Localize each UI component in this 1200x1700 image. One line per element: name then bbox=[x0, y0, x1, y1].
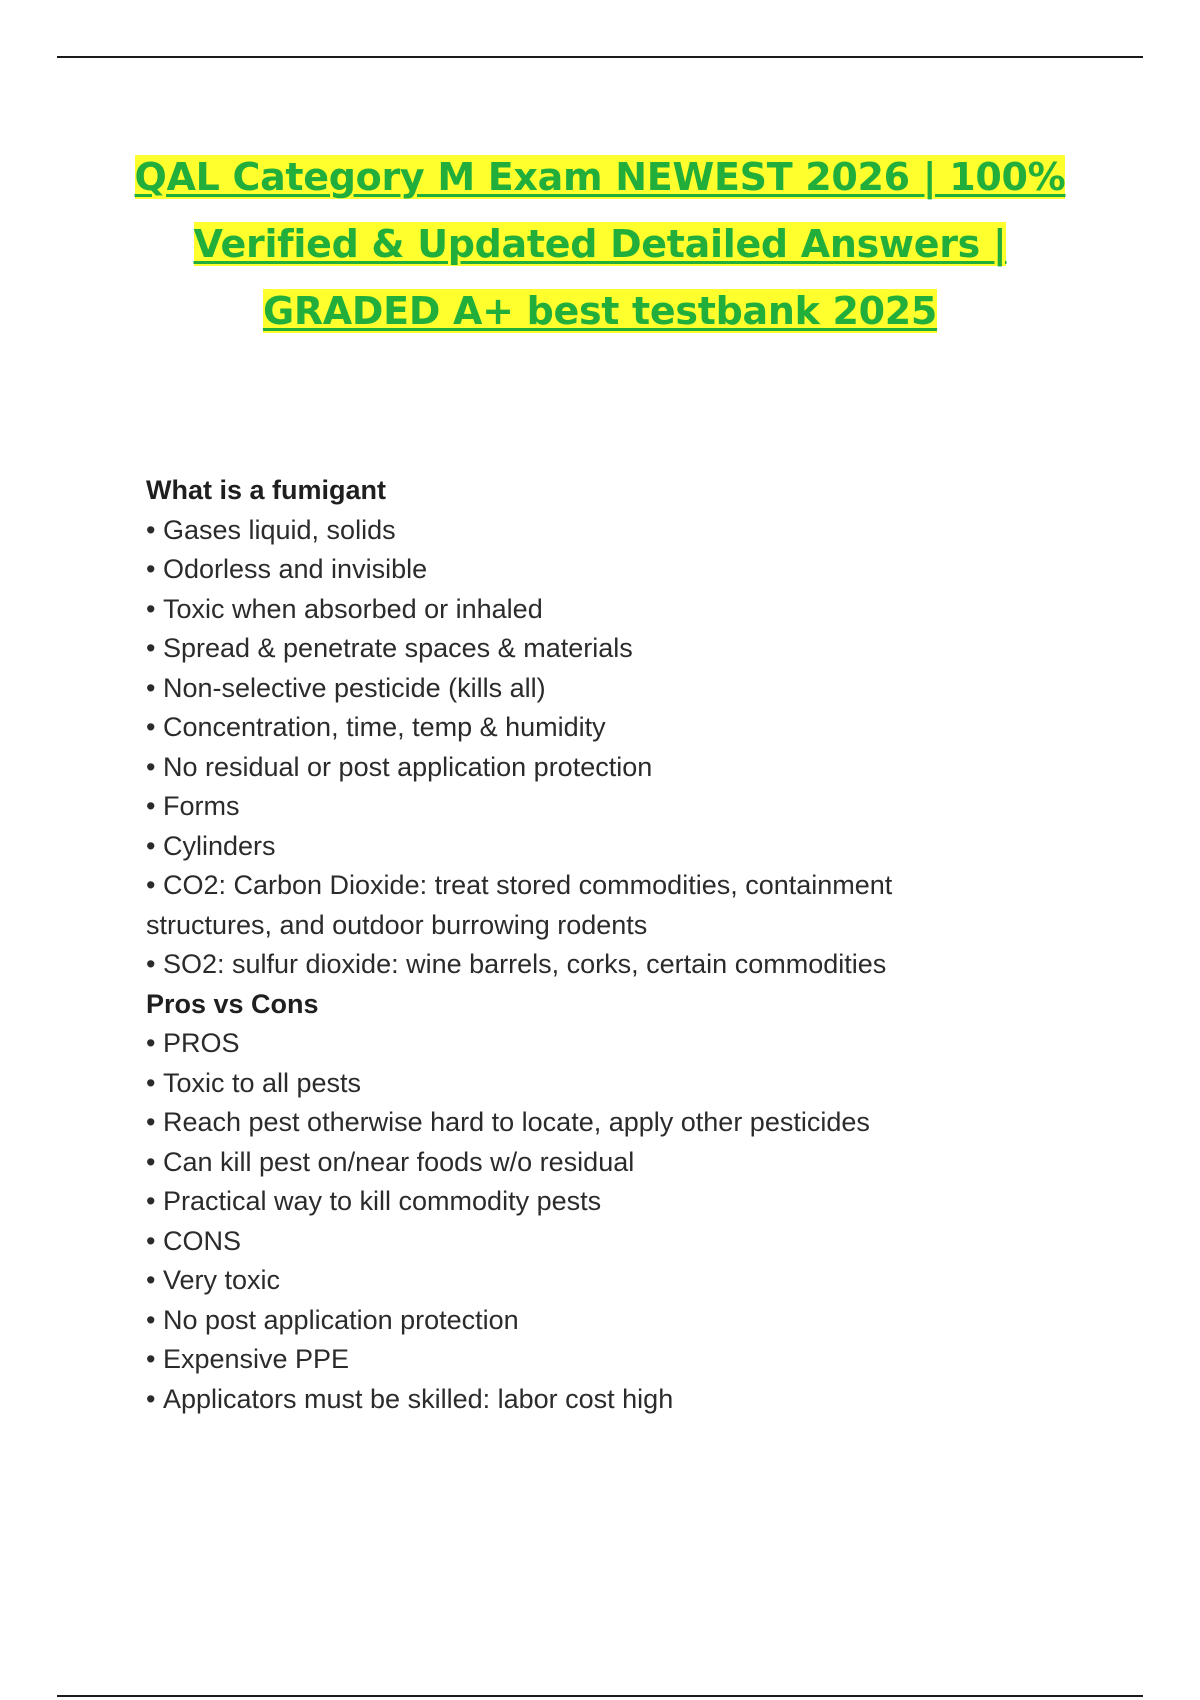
list-item: • SO2: sulfur dioxide: wine barrels, corks, certain commodities bbox=[146, 945, 1046, 985]
list-item: • Concentration, time, temp & humidity bbox=[146, 708, 1046, 748]
section-heading-fumigant: What is a fumigant bbox=[146, 475, 387, 505]
list-item: • No residual or post application protection bbox=[146, 748, 1046, 788]
list-item: • Can kill pest on/near foods w/o residual bbox=[146, 1143, 1046, 1183]
list-item: • Toxic when absorbed or inhaled bbox=[146, 590, 1046, 630]
list-item: • Cylinders bbox=[146, 827, 1046, 867]
list-item: • Non-selective pesticide (kills all) bbox=[146, 669, 1046, 709]
list-item: • Expensive PPE bbox=[146, 1340, 1046, 1380]
document-title: QAL Category M Exam NEWEST 2026 | 100% Verified & Updated Detailed Answers | GRADED A+ best testbank 2025 bbox=[134, 155, 1066, 333]
section-heading-pros-cons: Pros vs Cons bbox=[146, 988, 319, 1019]
list-item: • CONS bbox=[146, 1222, 1046, 1262]
list-item: • Forms bbox=[146, 787, 1046, 827]
list-item: • CO2: Carbon Dioxide: treat stored commodities, containment bbox=[146, 866, 1046, 906]
document-body bbox=[146, 471, 1046, 1419]
footer-rule bbox=[57, 1695, 1143, 1697]
list-item: • Odorless and invisible bbox=[146, 550, 1046, 590]
list-item: • Applicators must be skilled: labor cost high bbox=[146, 1380, 1046, 1420]
list-item: • Very toxic bbox=[146, 1261, 1046, 1301]
list-item: • Reach pest otherwise hard to locate, apply other pesticides bbox=[146, 1103, 1046, 1143]
list-item: • PROS bbox=[146, 1024, 1046, 1064]
list-item: • Gases liquid, solids bbox=[146, 511, 1046, 551]
list-item: • Practical way to kill commodity pests bbox=[146, 1182, 1046, 1222]
header-rule bbox=[57, 56, 1143, 58]
list-item: • Spread & penetrate spaces & materials bbox=[146, 629, 1046, 669]
list-item: • Toxic to all pests bbox=[146, 1064, 1046, 1104]
list-item-continuation: structures, and outdoor burrowing rodents bbox=[146, 909, 648, 940]
document-title-block bbox=[110, 148, 1090, 349]
list-item: • No post application protection bbox=[146, 1301, 1046, 1341]
